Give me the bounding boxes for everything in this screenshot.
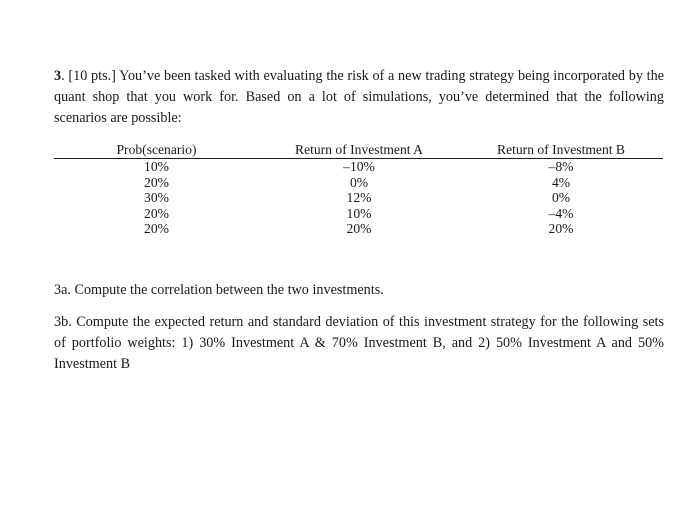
header-prob-scenario: Prob(scenario) — [54, 141, 259, 159]
cell-return-b: –8% — [548, 159, 574, 174]
table-header-row — [54, 141, 663, 159]
cell-return-a: 12% — [346, 190, 372, 205]
problem-text: You’ve been tasked with evaluating the risk of a new trading strategy being incorporated by the quant shop that you work for. Based on a lot of simulations, you’ve determined that the following scenarios are possible: — [54, 68, 664, 126]
cell-prob: 20% — [144, 174, 169, 190]
cell-return-a: 20% — [346, 221, 372, 236]
cell-prob: 30% — [144, 190, 169, 205]
question-3b: 3b. Compute the expected return and standard deviation of this investment strategy for the following sets of portfolio weights: 1) 30% Investment A & 70% Investment B, and 2) 50% Investment A and 50% Investment B — [54, 314, 664, 372]
scenario-table — [54, 141, 663, 237]
cell-return-a: –10% — [343, 159, 375, 174]
cell-return-a: 10% — [346, 205, 372, 221]
table-row — [54, 206, 663, 222]
cell-prob: 20% — [144, 205, 169, 221]
cell-return-a: 0% — [349, 174, 369, 190]
header-return-a: Return of Investment A — [259, 141, 459, 159]
problem-points: . [10 pts.] — [61, 68, 116, 84]
cell-return-b: 0% — [551, 190, 571, 205]
cell-return-b: 4% — [551, 174, 571, 190]
question-3a: 3a. Compute the correlation between the two investments. — [54, 282, 384, 298]
problem-number: 3 — [54, 68, 62, 84]
cell-prob: 10% — [144, 159, 169, 174]
table-row — [54, 221, 663, 237]
table-row — [54, 190, 663, 206]
problem-statement — [54, 66, 664, 129]
cell-return-b: –4% — [548, 205, 574, 221]
table-row — [54, 175, 663, 191]
header-return-b: Return of Investment B — [459, 141, 663, 159]
cell-return-b: 20% — [548, 221, 574, 236]
table-row — [54, 159, 663, 175]
cell-prob: 20% — [144, 221, 169, 236]
